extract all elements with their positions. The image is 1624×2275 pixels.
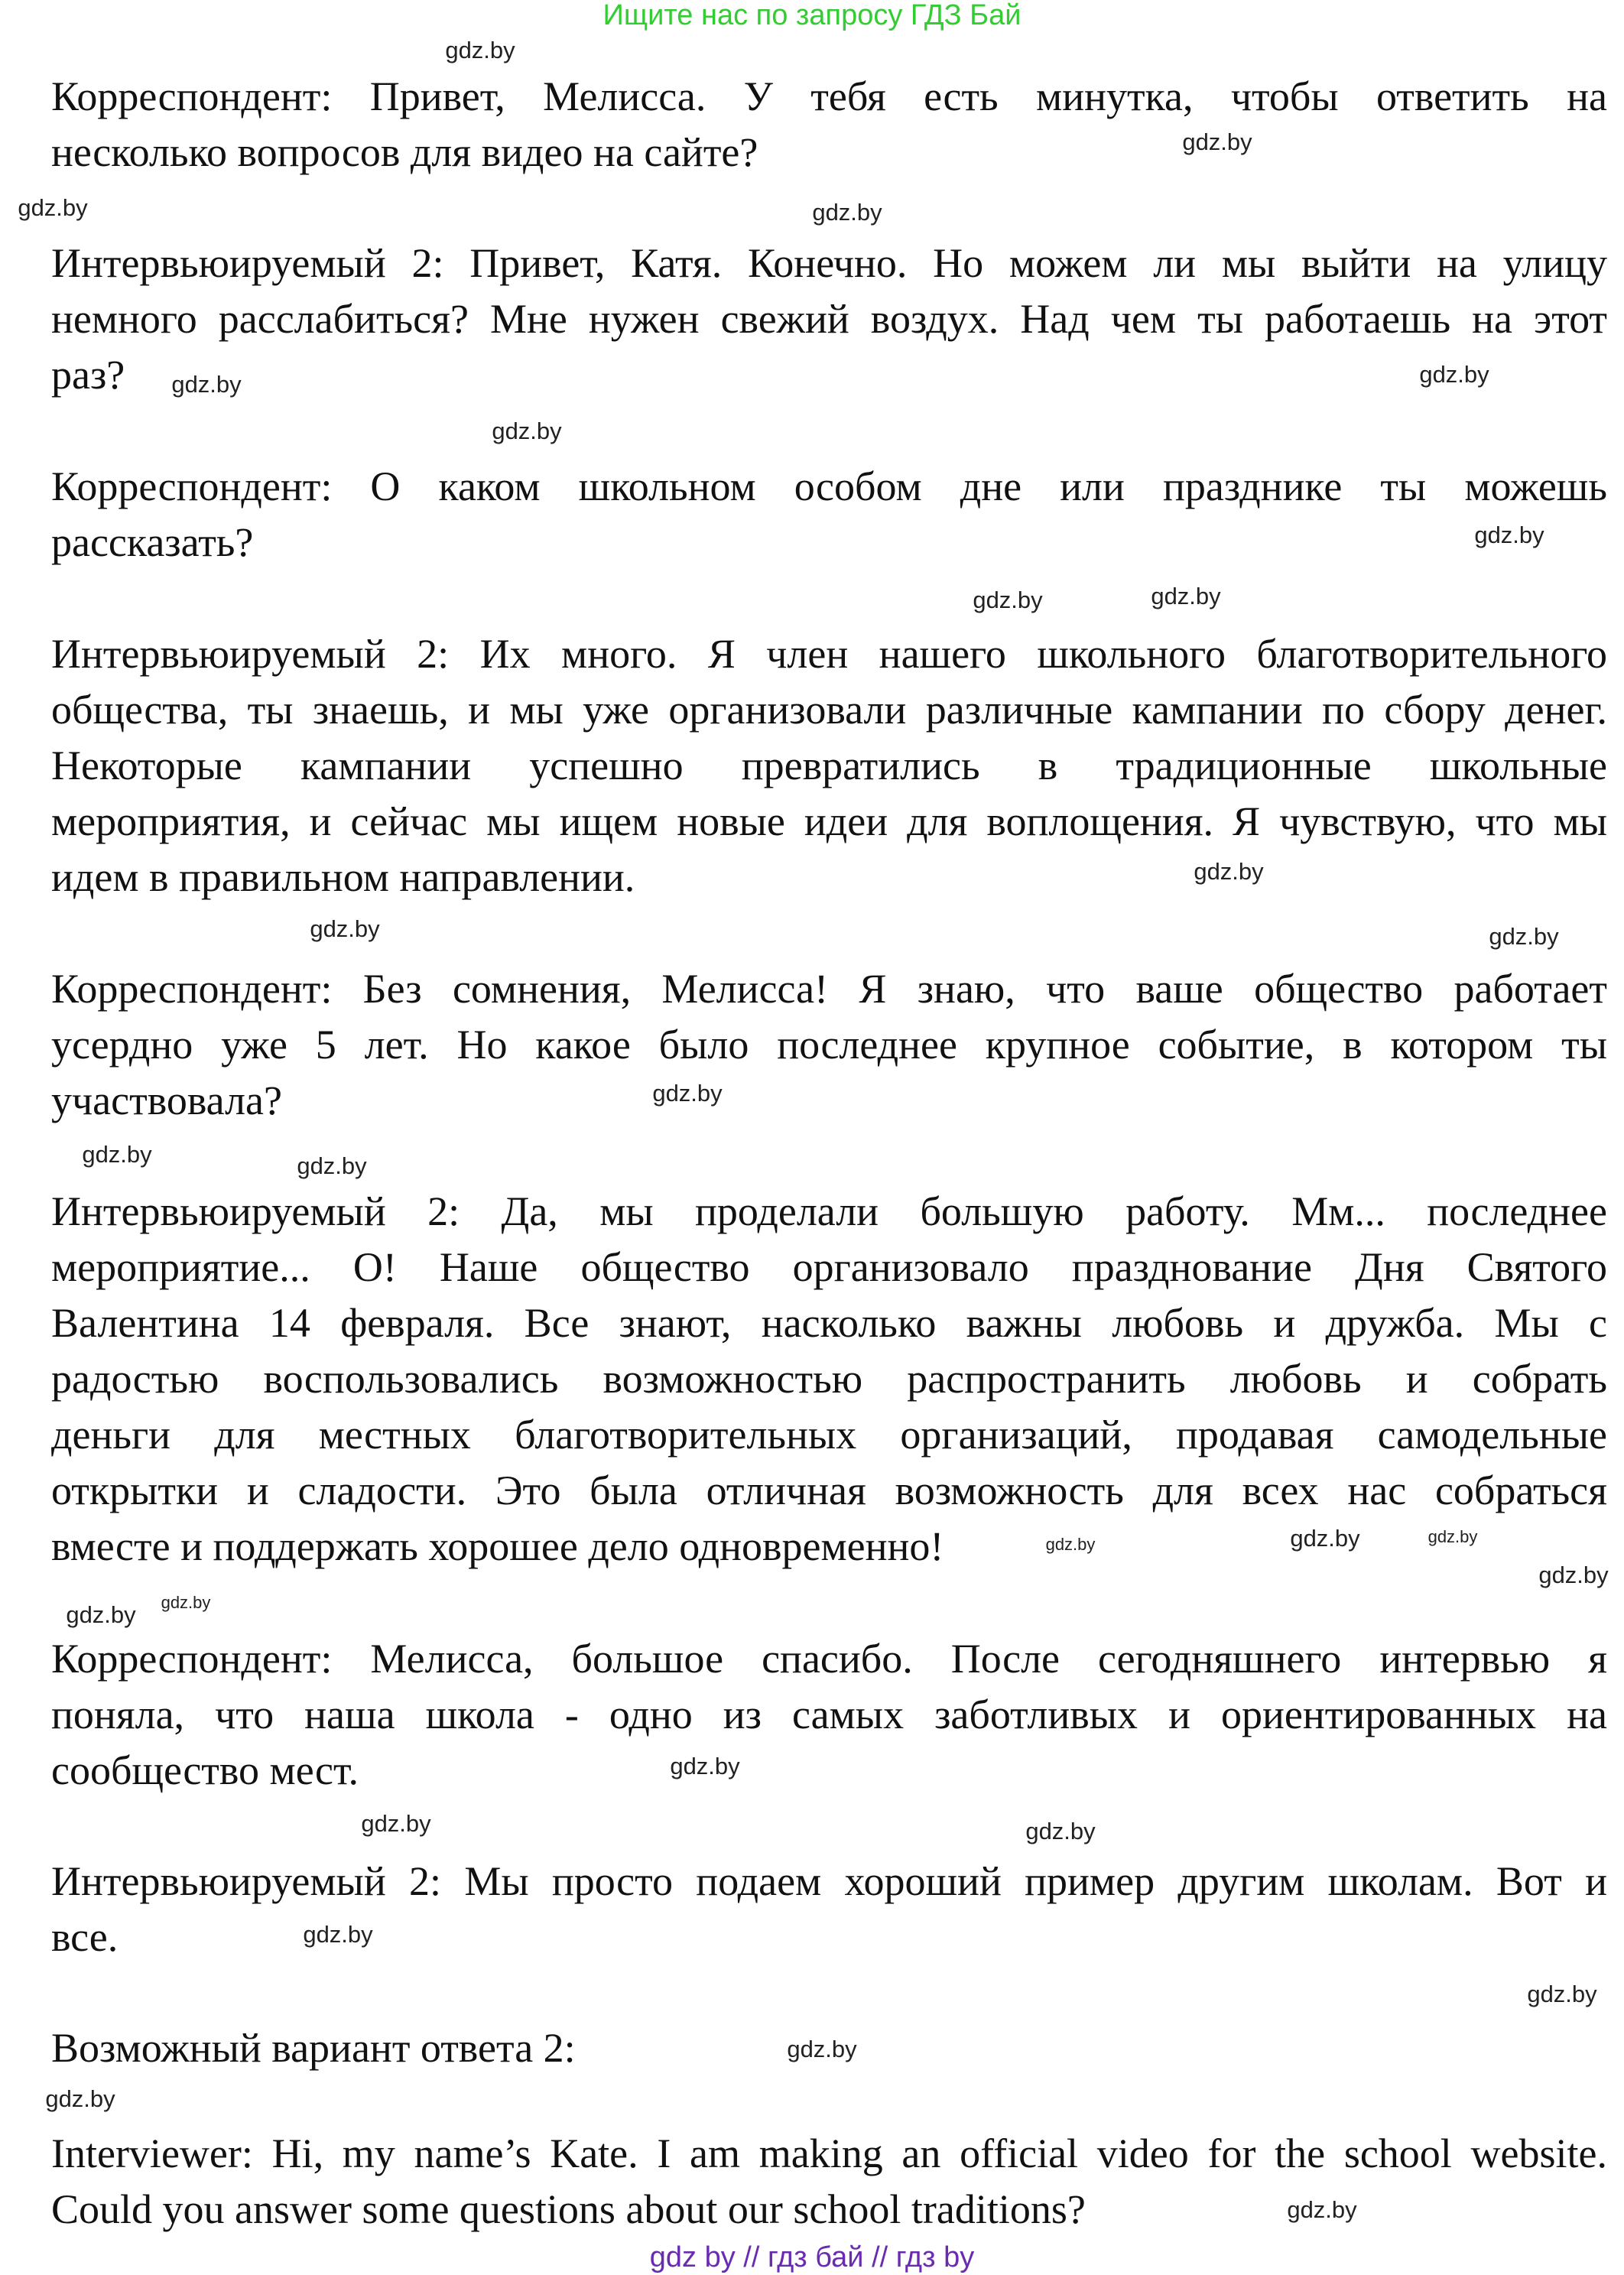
text-line xyxy=(51,1743,1607,1799)
text-line-content: деньги для местных благотворительных организаций, продавая самодельные xyxy=(51,1412,1607,1458)
watermark: gdz.by xyxy=(303,1921,373,1948)
text-line-content: Корреспондент: Мелисса, большое спасибо. После сегодняшнего интервью я xyxy=(51,1636,1607,1682)
watermark: gdz.by xyxy=(1538,1562,1609,1588)
text-line xyxy=(51,1631,1607,1687)
text-line-content: Корреспондент: Привет, Мелисса. У тебя есть минутка, чтобы ответить на xyxy=(51,73,1607,119)
text-line-content: открытки и сладости. Это была отличная возможность для всех нас собраться xyxy=(51,1467,1607,1513)
text-line xyxy=(51,1519,1607,1575)
watermark: gdz.by xyxy=(1290,1525,1360,1552)
watermark: gdz.by xyxy=(1194,858,1264,885)
text-line xyxy=(51,961,1607,1017)
watermark: gdz.by xyxy=(18,194,88,221)
watermark: gdz.by xyxy=(45,2085,115,2112)
watermark: gdz.by xyxy=(1025,1818,1096,1844)
text-line xyxy=(51,291,1607,347)
text-line-content: Интервьюируемый 2: Их много. Я член нашего школьного благотворительного xyxy=(51,631,1607,677)
text-line xyxy=(51,626,1607,682)
text-line-content: вместе и поддержать хорошее дело одновременно! xyxy=(51,1523,944,1569)
watermark: gdz.by xyxy=(1474,522,1544,548)
watermark: gdz.by xyxy=(171,371,242,398)
text-line xyxy=(51,682,1607,738)
text-line-content: радостью воспользовались возможностью распространить любовь и собрать xyxy=(51,1356,1607,1402)
text-line-content: Возможный вариант ответа 2: xyxy=(51,2025,576,2071)
text-line-content: Interviewer: Hi, my name’s Kate. I am making an official video for the school website. xyxy=(51,2130,1607,2176)
watermark: gdz.by xyxy=(1287,2196,1357,2223)
watermark: gdz.by xyxy=(297,1152,367,1179)
text-line xyxy=(51,347,1607,403)
text-line-content: немного расслабиться? Мне нужен свежий воздух. Над чем ты работаешь на этот xyxy=(51,296,1607,342)
text-line xyxy=(51,2126,1607,2182)
text-line xyxy=(51,1073,1607,1129)
text-line-content: несколько вопросов для видео на сайте? xyxy=(51,129,758,175)
text-line xyxy=(51,1909,1607,1965)
watermark: gdz.by xyxy=(445,37,515,63)
watermark: gdz.by xyxy=(492,418,562,444)
text-line xyxy=(51,1687,1607,1743)
footer-links: gdz by // гдз бай // гдз by xyxy=(649,2241,975,2273)
watermark: gdz.by xyxy=(66,1601,136,1628)
text-line-content: общества, ты знаешь, и мы уже организовали различные кампании по сбору денег. xyxy=(51,687,1607,733)
watermark: gdz.by xyxy=(1489,923,1559,950)
text-line xyxy=(51,236,1607,291)
text-line xyxy=(51,850,1607,905)
watermark: gdz.by xyxy=(1527,1981,1597,2007)
watermark: gdz.by xyxy=(973,587,1043,613)
text-line-content: мероприятие... О! Наше общество организовало празднование Дня Святого xyxy=(51,1244,1607,1290)
text-line-content: мероприятия, и сейчас мы ищем новые идеи для воплощения. Я чувствую, что мы xyxy=(51,798,1607,844)
text-line-content: Интервьюируемый 2: Привет, Катя. Конечно. Но можем ли мы выйти на улицу xyxy=(51,240,1607,286)
text-line-content: все. xyxy=(51,1914,119,1960)
paragraph xyxy=(51,236,1607,403)
paragraph xyxy=(51,1184,1607,1575)
text-line-content: сообщество мест. xyxy=(51,1747,359,1793)
text-line xyxy=(51,1240,1607,1295)
paragraph xyxy=(51,626,1607,905)
text-line xyxy=(51,794,1607,850)
text-line xyxy=(51,1463,1607,1519)
text-line-content: поняла, что наша школа - одно из самых заботливых и ориентированных на xyxy=(51,1692,1607,1737)
paragraph xyxy=(51,961,1607,1129)
text-line xyxy=(51,1295,1607,1351)
watermark: gdz.by xyxy=(310,915,380,942)
text-line-content: идем в правильном направлении. xyxy=(51,854,635,900)
text-line-content: Could you answer some questions about our school traditions? xyxy=(51,2186,1086,2232)
text-line xyxy=(51,738,1607,794)
text-line xyxy=(51,1351,1607,1407)
paragraph xyxy=(51,69,1607,180)
text-line xyxy=(51,1184,1607,1240)
text-line xyxy=(51,459,1607,515)
text-line xyxy=(51,1407,1607,1463)
text-line-content: участвовала? xyxy=(51,1077,282,1123)
watermark: gdz.by xyxy=(1427,1527,1478,1546)
paragraph xyxy=(51,459,1607,570)
text-line xyxy=(51,1017,1607,1073)
text-line xyxy=(51,69,1607,125)
watermark: gdz.by xyxy=(812,199,882,226)
watermark: gdz.by xyxy=(1045,1535,1096,1554)
watermark: gdz.by xyxy=(670,1753,740,1779)
text-line-content: Интервьюируемый 2: Да, мы проделали большую работу. Мм... последнее xyxy=(51,1188,1607,1234)
text-line-content: рассказать? xyxy=(51,519,254,565)
watermark: gdz.by xyxy=(787,2036,857,2062)
text-line-content: Валентина 14 февраля. Все знают, насколько важны любовь и дружба. Мы с xyxy=(51,1300,1607,1346)
text-line-content: Некоторые кампании успешно превратились в традиционные школьные xyxy=(51,743,1607,788)
text-line-content: Интервьюируемый 2: Мы просто подаем хороший пример другим школам. Вот и xyxy=(51,1858,1607,1904)
text-line xyxy=(51,125,1607,180)
watermark: gdz.by xyxy=(1151,583,1221,609)
watermark: gdz.by xyxy=(361,1810,431,1837)
text-line-content: Корреспондент: Без сомнения, Мелисса! Я знаю, что ваше общество работает xyxy=(51,966,1607,1012)
text-line-content: усердно уже 5 лет. Но какое было последнее крупное событие, в котором ты xyxy=(51,1022,1607,1068)
watermark: gdz.by xyxy=(1182,128,1252,155)
text-line xyxy=(51,515,1607,570)
paragraph xyxy=(51,1631,1607,1799)
text-line-content: Корреспондент: О каком школьном особом дне или празднике ты можешь xyxy=(51,463,1607,509)
paragraph xyxy=(51,2126,1607,2238)
watermark: gdz.by xyxy=(652,1080,723,1107)
text-line xyxy=(51,2182,1607,2238)
watermark: gdz.by xyxy=(82,1141,152,1168)
watermark: gdz.by xyxy=(1419,361,1489,388)
paragraph xyxy=(51,1854,1607,1965)
site-banner: Ищите нас по запросу ГДЗ Бай xyxy=(603,0,1021,31)
text-line-content: раз? xyxy=(51,352,125,398)
text-line xyxy=(51,1854,1607,1909)
watermark: gdz.by xyxy=(161,1593,211,1612)
